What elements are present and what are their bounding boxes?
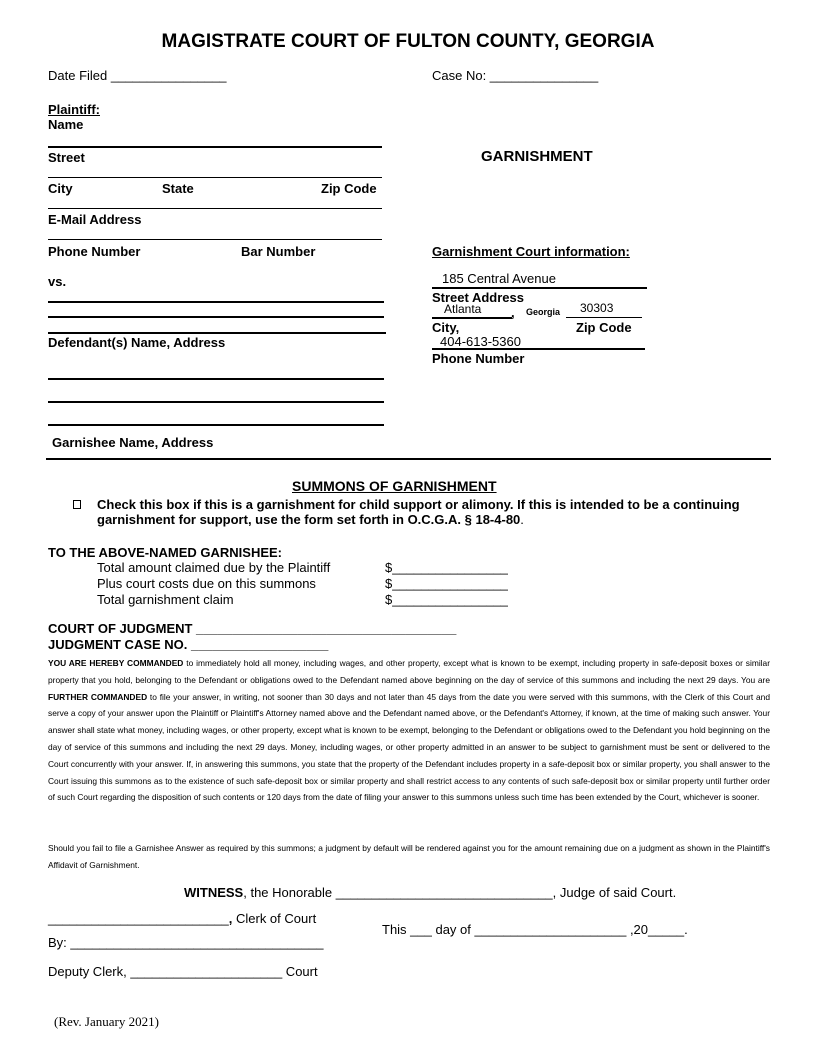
checkbox-text-line2: garnishment for support, use the form set forth in O.C.G.A. § 18-4-80 [97,512,521,527]
plaintiff-zip-label: Zip Code [321,181,377,196]
court-zip-line [566,317,642,318]
witness-line: WITNESS, the Honorable ______________________________, Judge of said Court. [184,885,677,900]
plaintiff-street-label: Street [48,150,85,165]
garnishee-heading: TO THE ABOVE-NAMED GARNISHEE: [48,545,283,560]
court-costs-value: $________________ [385,576,508,591]
defendant-line-2 [48,316,384,318]
amount-claimed-value: $________________ [385,560,508,575]
court-of-judgment: COURT OF JUDGMENT ____________________________________ [48,621,457,636]
plaintiff-phone-label: Phone Number [48,244,141,259]
court-phone-line [432,348,645,350]
section-divider [46,458,771,460]
defendant-label: Defendant(s) Name, Address [48,335,226,350]
court-zip-value: 30303 [580,301,614,315]
plaintiff-city-label: City [48,181,73,196]
this-day-line: This ___ day of _____________________ ,20_____. [382,922,688,937]
plaintiff-heading: Plaintiff: [48,102,100,117]
default-paragraph: Should you fail to file a Garnishee Answer as required by this summons; a judgment by default will be rendered against you for the amount remaining due on a judgment as shown in the Plaintiff's Affidavit of Garnishment. [48,843,770,870]
court-phone-label: Phone Number [432,351,525,366]
garnishee-line-1 [48,378,384,380]
vs-label: vs. [48,274,67,289]
court-street-label: Street Address [432,290,524,305]
plaintiff-name-line [48,146,382,148]
case-number-field: Case No: _______________ [432,68,599,83]
plaintiff-city-line [48,208,382,209]
defendant-line-3 [48,332,386,334]
defendant-line-1 [48,301,384,303]
plaintiff-email-line [48,239,382,240]
child-support-checkbox[interactable] [73,500,81,509]
court-phone-value: 404-613-5360 [440,334,521,349]
summons-heading: SUMMONS OF GARNISHMENT [292,478,497,494]
plaintiff-street-line [48,177,382,178]
total-claim-label: Total garnishment claim [97,592,234,607]
court-state-value: Georgia [526,307,561,317]
court-city-line [432,317,512,319]
court-zip-label: Zip Code [576,320,632,335]
total-claim-value: $________________ [385,592,508,607]
garnishee-line-3 [48,424,384,426]
checkbox-text-period: . [520,512,524,527]
amount-claimed-label: Total amount claimed due by the Plaintiff [97,560,331,575]
court-info-heading: Garnishment Court information: [432,244,630,259]
court-city-value: Atlanta [444,302,482,316]
plaintiff-state-label: State [162,181,194,196]
court-street-value: 185 Central Avenue [442,271,556,286]
court-street-line [432,287,647,289]
revision-date: (Rev. January 2021) [54,1014,159,1029]
court-costs-label: Plus court costs due on this summons [97,576,316,591]
legal-paragraph: YOU ARE HEREBY COMMANDED to immediately hold all money, including wages, and other property, except what is known to be exempt, including property in safe-deposit boxes or similar property that you hold, belonging to the Defendant or obligations owed to the Defendant named above beginning on the day of service of this summons and including the next 29 days. You are FURTHER COMMANDED to file your answer, in writing, not sooner than 30 days and not later than 45 days from the date you were served with this summons, with the Clerk of this Court and serve a copy of your answer upon the Plaintiff or Plaintiff's Attorney named above and the Defendant named above, or the Defendant's Attorney, if known, at the time of making such answer. Your answer shall state what money, including wages, or other property, except what is known to be exempt, belonging to the Defendant or obligations owed to the Defendant you hold beginning on the day of service of this summons and including the next 29 days. Money, including wages, or other property admitted in an answer to be subject to garnishment must be sent or delivered to the Court concurrently with your answer. If, in answering this summons, you state that the property of the Defendant includes property in a safe-deposit box or similar property, you shall answer to the Court issuing this summons as to the existence of such safe-deposit box or similar property and shall restrict access to any contents of such safe-deposit box or similar property until further order of such Court regarding the disposition of such contents or 120 days from the date of filing your answer to this summons unless such time has been extended by the Court, whichever is sooner. [48,658,770,803]
form-title: GARNISHMENT [481,148,593,165]
checkbox-text-line1: Check this box if this is a garnishment for child support or alimony. If this is intended to be a continuing [97,497,740,512]
clerk-line: _________________________, Clerk of Court [48,911,317,926]
plaintiff-email-label: E-Mail Address [48,212,142,227]
court-city-label: City, [432,320,460,335]
judgment-case-no: JUDGMENT CASE NO. ___________________ [48,637,329,652]
page-title: MAGISTRATE COURT OF FULTON COUNTY, GEORGIA [161,31,655,52]
date-filed-field: Date Filed ________________ [48,68,227,83]
garnishee-line-2 [48,401,384,403]
plaintiff-name-label: Name [48,117,84,132]
deputy-clerk-line: Deputy Clerk, _____________________ Court [48,964,318,979]
by-line: By: ___________________________________ [48,935,324,950]
garnishee-label: Garnishee Name, Address [52,435,214,450]
plaintiff-bar-label: Bar Number [241,244,316,259]
